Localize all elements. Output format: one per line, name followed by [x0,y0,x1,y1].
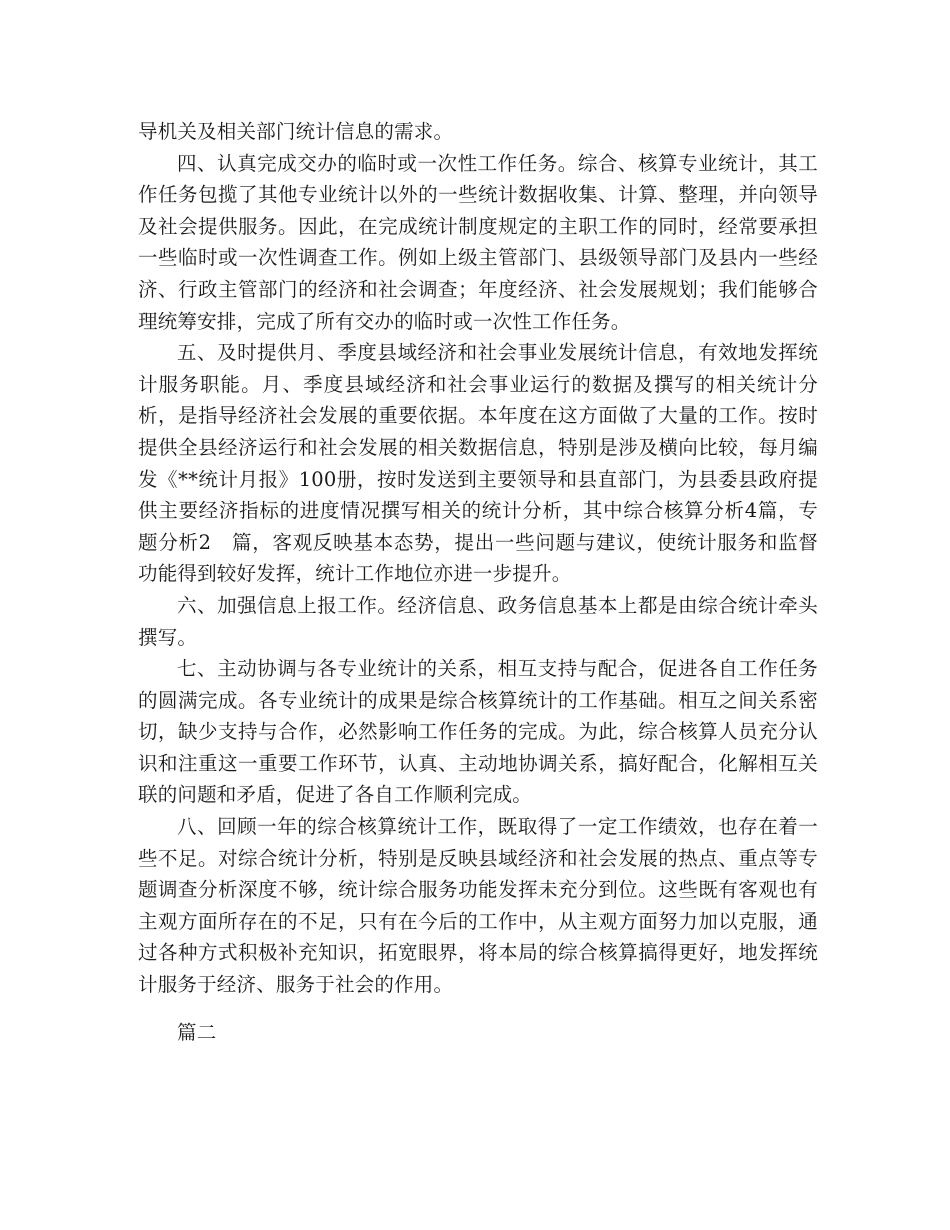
paragraph-item-five: 五、及时提供月、季度县域经济和社会事业发展统计信息，有效地发挥统计服务职能。月、季度县域经济和社会事业运行的数据及撰写的相关统计分析，是指导经济社会发展的重要依据。本年度在这方面做了大量的工作。按时提供全县经济运行和社会发展的相关数据信息，特别是涉及横向比较，每月编发《**统计月报》100册，按时发送到主要领导和县直部门，为县委县政府提供主要经济指标的进度情况撰写相关的统计分析，其中综合核算分析4篇，专题分析2 篇，客观反映基本态势，提出一些问题与建议，使统计服务和监督功能得到较好发挥，统计工作地位亦进一步提升。 [138,341,818,586]
section-heading: 篇二 [177,1020,217,1044]
document-body [138,116,818,1048]
paragraph-item-seven: 七、主动协调与各专业统计的关系，相互支持与配合，促进各自工作任务的圆满完成。各专业统计的成果是综合核算统计的工作基础。相互之间关系密切，缺少支持与合作，必然影响工作任务的完成。为此，综合核算人员充分认识和注重这一重要工作环节，认真、主动地协调关系，搞好配合，化解相互关联的问题和矛盾，促进了各自工作顺利完成。 [138,657,818,807]
paragraph-item-eight: 八、回顾一年的综合核算统计工作，既取得了一定工作绩效，也存在着一些不足。对综合统计分析，特别是反映县域经济和社会发展的热点、重点等专题调查分析深度不够，统计综合服务功能发挥未充分到位。这些既有客观也有主观方面所存在的不足，只有在今后的工作中，从主观方面努力加以克服，通过各种方式积极补充知识，拓宽眼界，将本局的综合核算搞得更好，地发挥统计服务于经济、服务于社会的作用。 [138,815,818,997]
paragraph-continuation: 导机关及相关部门统计信息的需求。 [138,120,454,143]
paragraph-item-four: 四、认真完成交办的临时或一次性工作任务。综合、核算专业统计，其工作任务包揽了其他专业统计以外的一些统计数据收集、计算、整理，并向领导及社会提供服务。因此，在完成统计制度规定的主职工作的同时，经常要承担一些临时或一次性调查工作。例如上级主管部门、县级领导部门及县内一些经济、行政主管部门的经济和社会调查；年度经济、社会发展规划；我们能够合理统筹安排，完成了所有交办的临时或一次性工作任务。 [138,151,818,333]
paragraph-item-six: 六、加强信息上报工作。经济信息、政务信息基本上都是由综合统计牵头撰写。 [138,593,818,649]
